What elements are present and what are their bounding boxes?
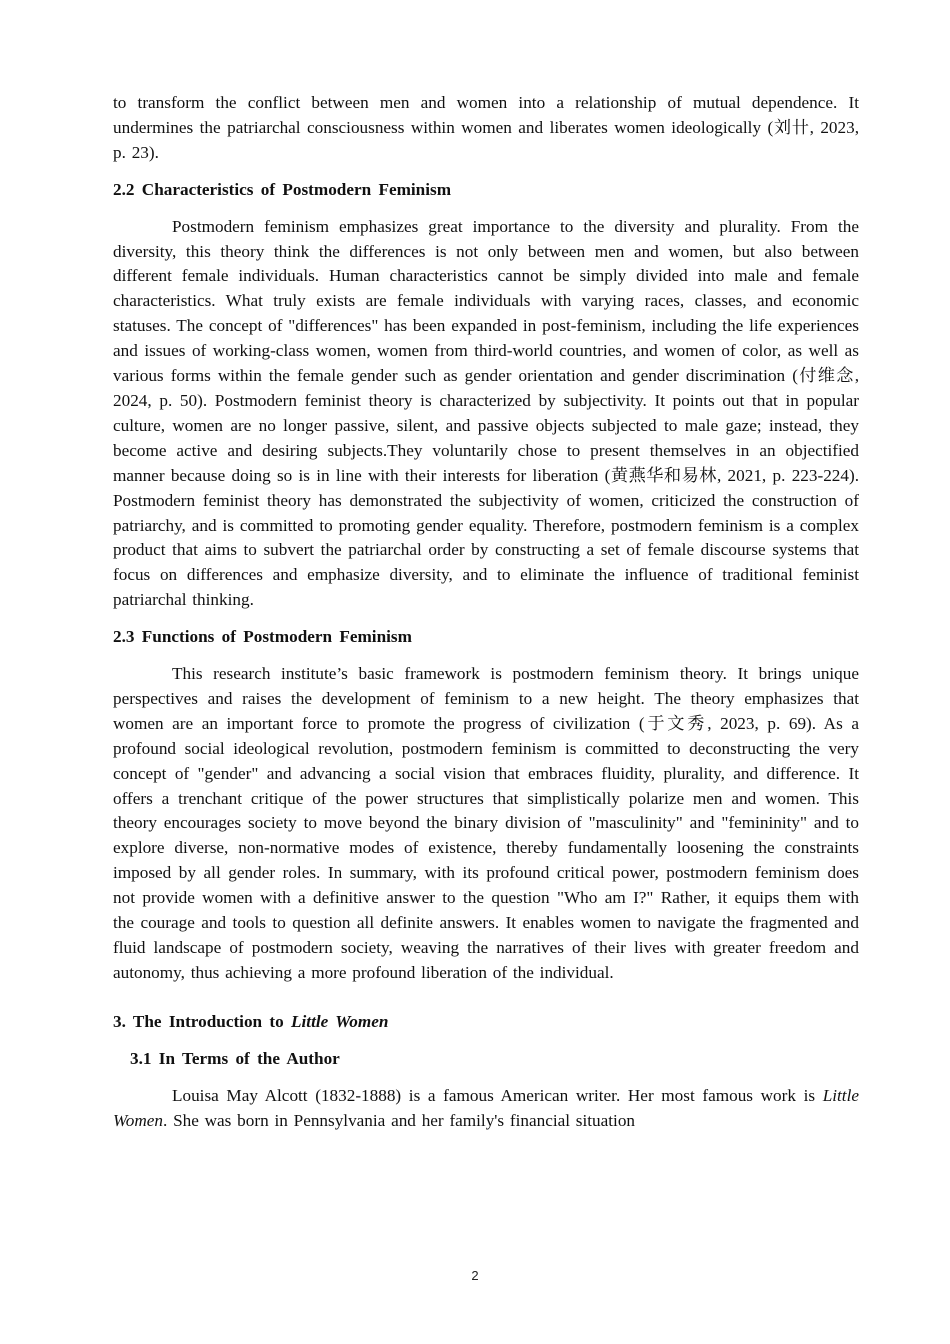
paragraph-functions: This research institute’s basic framework is postmodern feminism theory. It brings unique perspectives and raises the development of feminism to a new height. The theory emphasizes that women are an important force to promote the progress of civilization (于文秀, 2023, p. 69). As a profound social ideological revolution, postmodern feminism is committed to deconstructing the very concept of "gender" and advancing a social vision that embraces fluidity, plurality, and difference. It offers a trenchant critique of the power structures that simplistically polarize men and women. This theory encourages society to move beyond the binary division of "masculinity" and "femininity" and to explore diverse, non-normative modes of existence, thereby fundamentally loosening the constraints imposed by all gender roles. In summary, with its profound critical power, postmodern feminism does not provide women with a definitive answer to the question "Who am I?" Rather, it equips them with the courage and tools to question all definite answers. It enables women to navigate the fragmented and fluid landscape of postmodern society, weaving the narratives of their lives with greater freedom and autonomy, thus achieving a more profound liberation of the individual. — [113, 664, 859, 982]
page-body — [113, 91, 859, 1133]
section-heading-2-3: 2.3 Functions of Postmodern Feminism — [113, 627, 412, 647]
paragraph-author — [113, 1084, 859, 1134]
paragraph-author-before: Louisa May Alcott (1832-1888) is a famous American writer. Her most famous work is — [172, 1085, 823, 1105]
paragraph-intro-continued: to transform the conflict between men and women into a relationship of mutual dependence. It undermines the patriarchal consciousness within women and liberates women ideologically (刘卄, 2023, p. 23). — [113, 93, 859, 162]
section-heading-3-1: 3.1 In Terms of the Author — [130, 1048, 340, 1068]
section-heading-2-2: 2.2 Characteristics of Postmodern Feminism — [113, 179, 452, 199]
paragraph-author-after: . She was born in Pennsylvania and her family's financial situation — [162, 1110, 636, 1130]
chapter-heading-3-prefix: 3. The Introduction to — [113, 1011, 292, 1031]
chapter-heading-3 — [113, 1010, 859, 1035]
paragraph-author-title: Little Women — [113, 1085, 859, 1130]
page-number: 2 — [471, 1268, 479, 1283]
paragraph-characteristics: Postmodern feminism emphasizes great importance to the diversity and plurality. From the diversity, this theory think the differences is not only between men and women, but also between different female individuals. Human characteristics cannot be simply divided into male and female characteristics. What truly exists are female individuals with varying races, classes, and economic statuses. The concept of "differences" has been expanded in post-feminism, including the life experiences and issues of working-class women, women from third-world countries, and women of color, as well as various forms within the female gender such as gender orientation and gender discrimination (付维念, 2024, p. 50). Postmodern feminist theory is characterized by subjectivity. It points out that in popular culture, women are no longer passive, silent, and passive objects subjected to male gaze; instead, they become active and desiring subjects.They voluntarily chose to present themselves in an objectified manner because doing so is in line with their interests for liberation (黄燕华和易林, 2021, p. 223-224). Postmodern feminist theory has demonstrated the subjectivity of women, criticized the construction of patriarchy, and is committed to promoting gender equality. Therefore, postmodern feminism is a complex product that aims to subvert the patriarchal order by constructing a set of female discourse systems that focus on differences and emphasize diversity, and to eliminate the influence of traditional feminist patriarchal thinking. — [113, 216, 859, 610]
chapter-heading-3-title: Little Women — [291, 1011, 389, 1031]
